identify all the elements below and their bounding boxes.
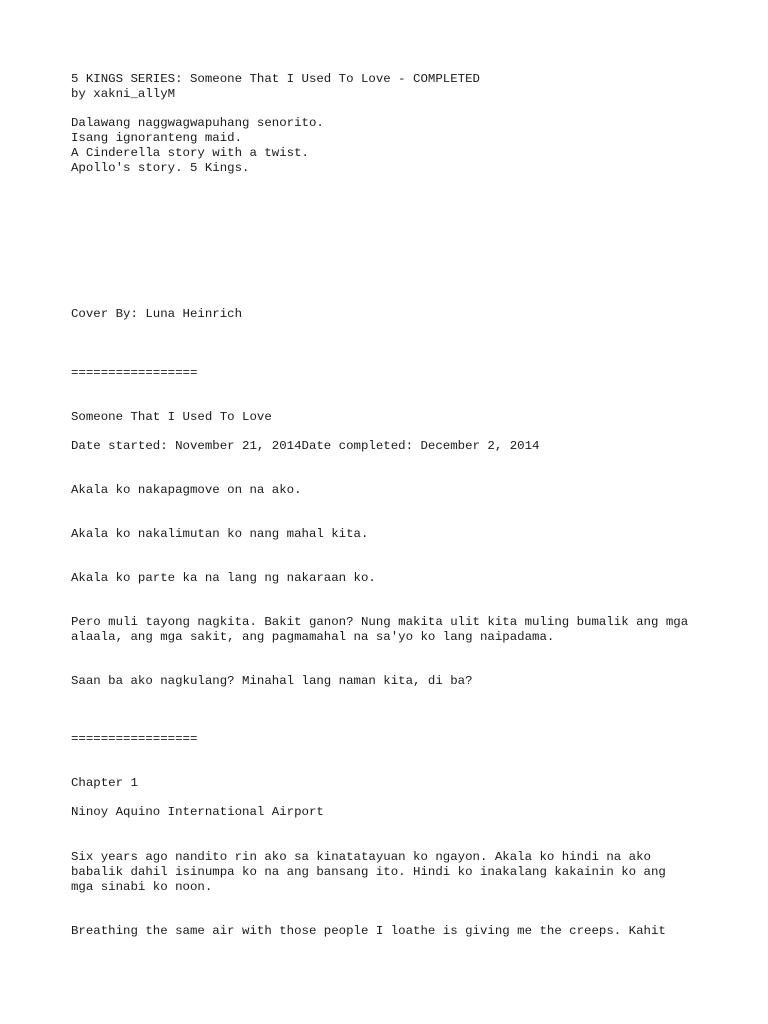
blurb-line: Isang ignoranteng maid. — [71, 131, 243, 145]
document-title: 5 KINGS SERIES: Someone That I Used To Love - COMPLETED — [71, 72, 480, 86]
paragraph-line: mga sinabi ko noon. — [71, 880, 213, 894]
separator-line: ================= — [71, 732, 198, 746]
prologue-line: Saan ba ako nagkulang? Minahal lang naman kita, di ba? — [71, 674, 473, 688]
prologue-line: Pero muli tayong nagkita. Bakit ganon? Nung makita ulit kita muling bumalik ang mga — [71, 615, 689, 629]
prologue-line: Akala ko parte ka na lang ng nakaraan ko. — [71, 571, 376, 585]
prologue-line: Akala ko nakalimutan ko nang mahal kita. — [71, 527, 369, 541]
date-line: Date started: November 21, 2014Date completed: December 2, 2014 — [71, 439, 540, 453]
prologue-line: alaala, ang mga sakit, ang pagmamahal na sa'yo ko lang naipadama. — [71, 630, 555, 644]
blurb-line: A Cinderella story with a twist. — [71, 146, 309, 160]
story-title: Someone That I Used To Love — [71, 410, 272, 424]
separator-line: ================= — [71, 366, 198, 380]
cover-credit: Cover By: Luna Heinrich — [71, 307, 243, 321]
chapter-heading: Chapter 1 — [71, 776, 138, 790]
chapter-location: Ninoy Aquino International Airport — [71, 805, 324, 819]
author-line: by xakni_allyM — [71, 87, 176, 101]
prologue-line: Akala ko nakapagmove on na ako. — [71, 483, 302, 497]
paragraph-line: Breathing the same air with those people I loathe is giving me the creeps. Kahit — [71, 924, 666, 938]
blurb-line: Apollo's story. 5 Kings. — [71, 161, 250, 175]
blurb-line: Dalawang naggwagwapuhang senorito. — [71, 116, 324, 130]
paragraph-line: babalik dahil isinumpa ko na ang bansang ito. Hindi ko inakalang kakainin ko ang — [71, 865, 666, 879]
paragraph-line: Six years ago nandito rin ako sa kinatatayuan ko ngayon. Akala ko hindi na ako — [71, 850, 651, 864]
